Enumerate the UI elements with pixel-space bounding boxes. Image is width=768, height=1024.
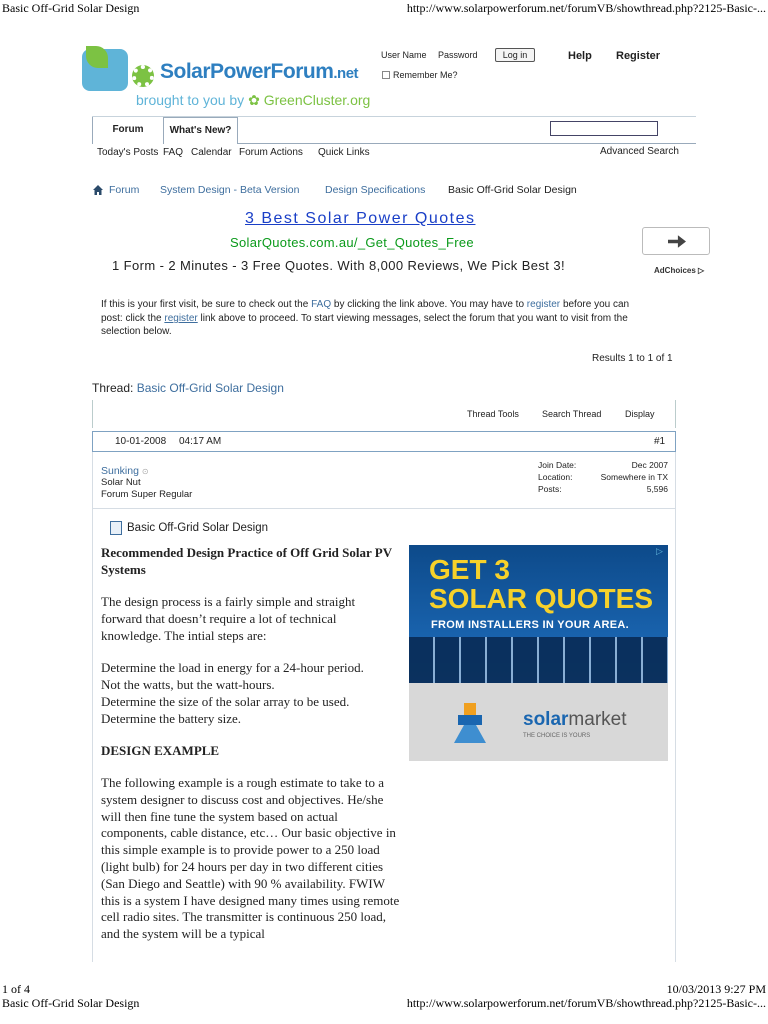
nav-quick-links[interactable]: Quick Links [318,147,370,158]
print-footer-page: 1 of 4 [2,982,30,996]
breadcrumb-system-design[interactable]: System Design - Beta Version [160,184,300,196]
notice-line-2 [101,312,628,326]
notice-text: link above to proceed. To start viewing messages, select the forum that you want to visit from the [200,313,628,324]
post-paragraph-2: The following example is a rough estimate to take to a system designer to discuss cost and objectives. He/she will then fine tune the system based on actual components, cable distance, etc… Our basic objective in this simple example is to provide power to a 250 load (light bulb) for 24 hours per day in two different cities (San Diego and Seattle) with 90 % availability. FWIW this is a system I have designed many times using remote cell radio sites. The transmitter is continuous 250 load, and the system will be a typical [101,775,400,942]
results-count: Results 1 to 1 of 1 [592,353,673,364]
tagline-brand: GreenCluster.org [263,92,371,108]
ad-banner-title [429,555,653,613]
post-step-4: Determine the battery size. [101,711,242,726]
nav-forum-actions[interactable]: Forum Actions [239,147,303,158]
adchoices-label[interactable] [654,266,704,275]
register-link[interactable]: Register [616,50,661,62]
register-link-inline-2[interactable]: register [164,313,198,324]
notice-text: before you can [562,299,630,310]
search-thread-menu[interactable]: Search Thread [542,409,602,419]
document-icon [110,521,122,535]
password-label: Password [438,50,478,60]
post-step-2: Not the watts, but the watt-hours. [101,677,275,692]
location-label: Location: [538,472,573,482]
display-menu[interactable]: Display [625,409,655,419]
ad-headline[interactable]: 3 Best Solar Power Quotes [245,210,476,227]
breadcrumb-forum[interactable]: Forum [109,184,140,196]
join-date-label: Join Date: [538,460,577,470]
posts-label: Posts: [538,484,562,494]
brand-part-a: solar [523,709,569,730]
solarmarket-brand [523,709,627,731]
adchoices-icon: ▷ [698,266,705,275]
post-number[interactable]: #1 [654,436,666,447]
post-heading: Recommended Design Practice of Off Grid Solar PV Systems [101,545,392,577]
post-step-1: Determine the load in energy for a 24-hour period. [101,660,364,675]
nav-todays-posts[interactable]: Today's Posts [97,147,159,158]
breadcrumb-design-specs[interactable]: Design Specifications [325,184,426,196]
brand-part-b: market [568,709,627,730]
ad-title-line-1: GET 3 [429,554,510,585]
logo-leaf-icon [86,46,108,68]
post-author[interactable] [101,465,149,477]
ad-banner-subtitle: FROM INSTALLERS IN YOUR AREA. [431,619,629,631]
logo-tld: .net [333,65,359,82]
tab-whats-new[interactable]: What's New? [164,117,238,144]
remember-me-label: Remember Me? [393,70,458,80]
logo-gear-icon [132,65,154,87]
notice-line-1 [101,298,629,312]
author-name: Sunking [101,465,139,477]
post-section-heading: DESIGN EXAMPLE [101,743,220,758]
login-button[interactable]: Log in [495,48,535,62]
logo-name: SolarPowerForum [160,60,334,83]
arrow-right-icon [668,235,686,248]
print-footer-url: http://www.solarpowerforum.net/forumVB/showthread.php?2125-Basic-... [406,996,766,1010]
thread-label: Thread: [92,381,134,395]
thread-title-link[interactable]: Basic Off-Grid Solar Design [136,381,284,395]
notice-text: If this is your first visit, be sure to check out the [101,299,309,310]
tree-icon: ✿ [248,92,260,108]
print-header-url: http://www.solarpowerforum.net/forumVB/showthread.php?2125-Basic-... [406,1,766,15]
ad-go-button[interactable] [642,227,710,255]
ad-title-line-2: SOLAR QUOTES [429,583,654,614]
tab-forum[interactable]: Forum [92,117,164,144]
nav-calendar[interactable]: Calendar [191,147,232,158]
post-paragraph-1: The design process is a fairly simple and straight forward that doesn’t require a lot of technical knowledge. The intial steps are: [101,594,356,643]
notice-text: post: click the [101,313,162,324]
print-header-title: Basic Off-Grid Solar Design [2,1,140,15]
adchoices-text: AdChoices [654,266,696,275]
location-value: Somewhere in TX [600,472,668,482]
logo-tagline [136,92,370,109]
notice-text: by clicking the link above. You may have to [333,299,525,310]
faq-link[interactable]: FAQ [311,299,332,310]
ad-description: 1 Form - 2 Minutes - 3 Free Quotes. With 8,000 Reviews, We Pick Best 3! [112,258,565,273]
print-footer-title: Basic Off-Grid Solar Design [2,996,140,1010]
notice-line-3: selection below. [101,326,172,337]
nav-faq[interactable]: FAQ [163,147,184,158]
thread-title [92,381,284,395]
ad-banner-top [409,545,668,683]
user-title: Solar Nut [101,477,141,488]
post-time: 04:17 AM [179,436,222,447]
advanced-search-link[interactable]: Advanced Search [600,146,679,157]
join-date-value: Dec 2007 [631,460,668,470]
ad-banner[interactable] [409,545,668,761]
solarmarket-logo-icon [454,703,486,743]
register-link-inline[interactable]: register [526,299,561,310]
username-label: User Name [381,50,427,60]
ad-url[interactable]: SolarQuotes.com.au/_Get_Quotes_Free [230,235,474,250]
remember-me-checkbox[interactable] [382,71,390,79]
site-logo[interactable] [160,60,358,84]
posts-value: 5,596 [646,484,668,494]
help-link[interactable]: Help [568,50,592,62]
breadcrumb-current: Basic Off-Grid Solar Design [448,184,577,196]
post-divider [92,508,676,509]
solarmarket-tagline: THE CHOICE IS YOURS [523,733,591,739]
user-rank: Forum Super Regular [101,489,193,500]
post-step-3: Determine the size of the solar array to be used. [101,694,350,709]
solar-panels-image [409,637,668,683]
offline-status-icon: ⊙ [141,467,149,476]
post-title: Basic Off-Grid Solar Design [127,522,269,534]
thread-tools-menu[interactable]: Thread Tools [467,409,519,419]
tagline-prefix: brought to you by [136,92,245,108]
post-date: 10-01-2008 [115,436,167,447]
print-footer-datetime: 10/03/2013 9:27 PM [666,982,766,996]
home-icon[interactable] [93,185,103,195]
search-input[interactable] [550,121,658,136]
adchoices-icon-small[interactable]: ▷ [656,546,663,556]
